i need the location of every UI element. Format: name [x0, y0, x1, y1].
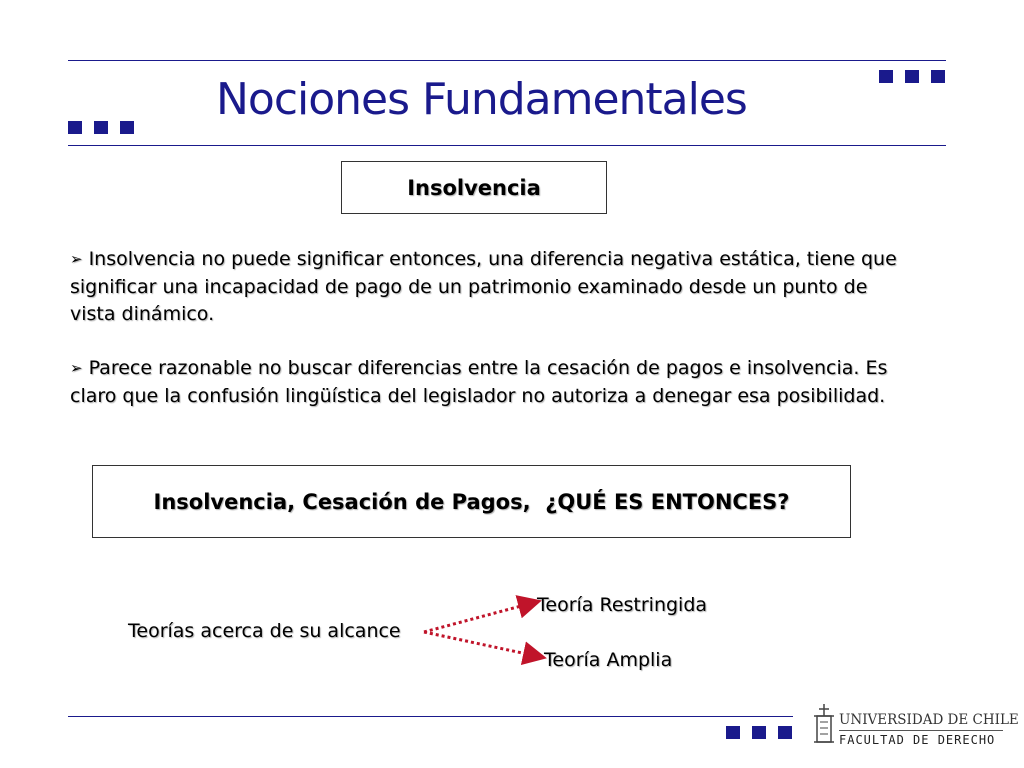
arrow-to-restringida: [424, 602, 536, 632]
diagram-source-label: Teorías acerca de su alcance: [128, 620, 401, 642]
paragraph-1-text: Insolvencia no puede significar entonces, una diferencia negativa estática, tiene que significar una incapacidad de pago de un patrimonio examinado desde un punto de vista dinámico.: [70, 248, 897, 325]
paragraph-2-text: Parece razonable no buscar diferencias entre la cesación de pagos e insolvencia. Es claro que la confusión lingüística del legislador no autoriza a denegar esa posibilidad.: [70, 357, 888, 407]
arrow-bullet-icon: ➢: [70, 250, 83, 268]
logo-line-2: FACULTAD DE DERECHO: [839, 733, 996, 747]
university-crest-icon: [812, 702, 836, 748]
footer-rule: [68, 716, 793, 717]
diagram-target-amplia: Teoría Amplia: [544, 649, 673, 671]
arrow-to-amplia: [424, 632, 541, 657]
logo-line-1: UNIVERSIDAD DE CHILE: [839, 712, 1019, 728]
diagram-target-restringida: Teoría Restringida: [537, 594, 708, 616]
section-label: Insolvencia: [407, 175, 541, 200]
question-text: Insolvencia, Cesación de Pagos, ¿QUÉ ES ENTONCES?: [153, 489, 790, 514]
page-title: Nociones Fundamentales: [216, 74, 747, 125]
logo-divider: [839, 730, 1003, 731]
arrow-bullet-icon: ➢: [70, 359, 83, 377]
